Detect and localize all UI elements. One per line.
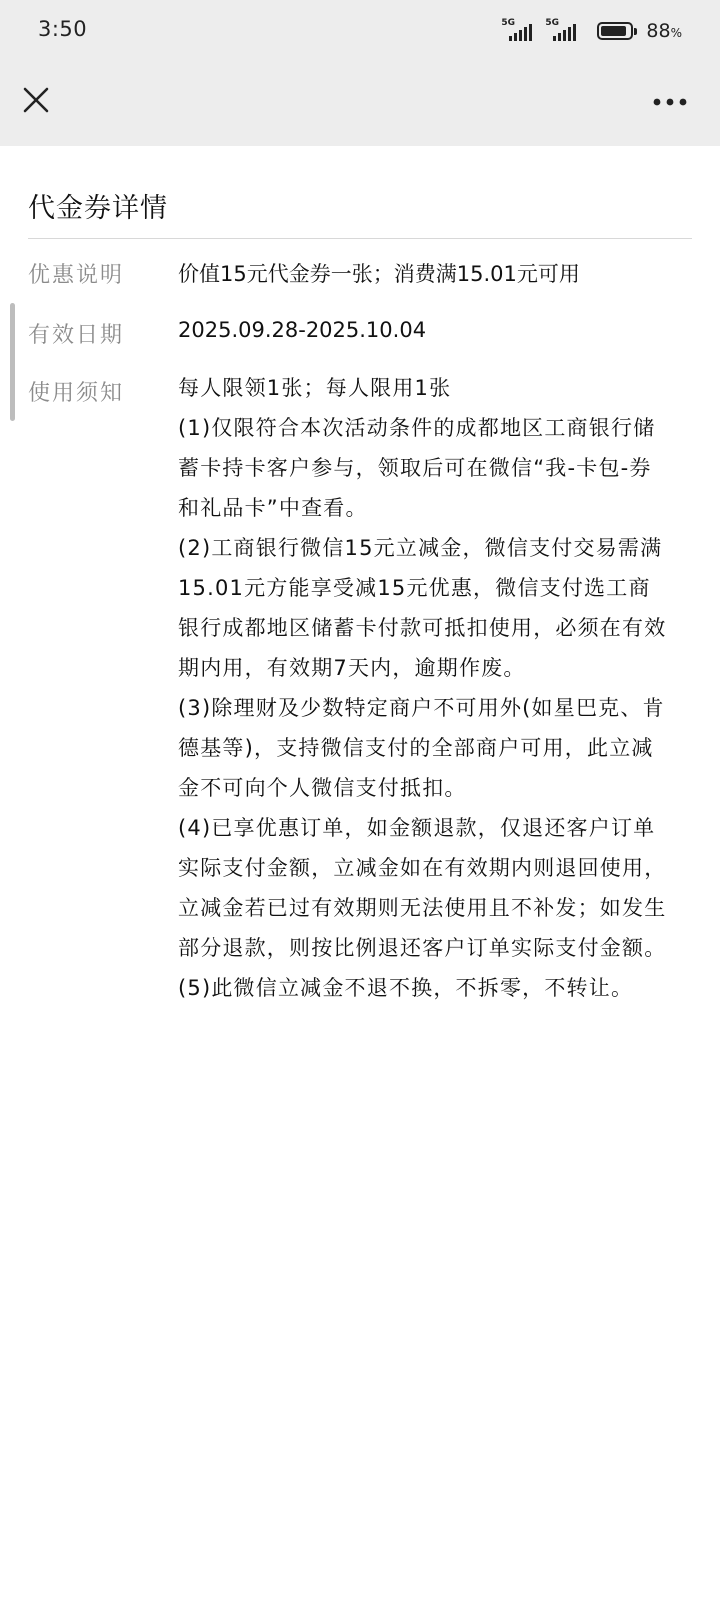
battery-percent [646,20,682,42]
close-button[interactable] [18,82,54,118]
status-icons [501,18,682,44]
battery-level [601,26,626,36]
validity-label: 有效日期 [28,323,125,348]
note-item: (2)工商银行微信15元立减金，微信支付交易需满15.01元方能享受减15元优惠，微信支付选工商银行成都地区储蓄卡付款可抵扣使用，必须在有效期内用，有效期7天内，逾期作废。 [178,536,667,680]
scroll-indicator[interactable] [10,303,15,421]
note-item: (5)此微信立减金不退不换，不拆零，不转让。 [178,976,634,1000]
note-item: (3)除理财及少数特定商户不可用外(如星巴克、肯德基等)，支持微信支付的全部商户可用，此立减金不可向个人微信支付抵扣。 [178,696,665,800]
more-dots-icon [653,98,687,106]
top-area [0,0,720,146]
notes-list [178,368,670,1008]
signal-icon-2 [545,18,583,44]
page-title: 代金券详情 [28,193,168,224]
title-divider [28,238,692,239]
status-bar [0,0,720,62]
status-time: 3:50 [38,17,88,41]
notes-label: 使用须知 [28,381,125,406]
nav-bar [0,62,720,146]
more-button[interactable] [650,84,690,120]
battery-percent-value: 88 [646,20,671,42]
signal-icon-1 [501,18,539,44]
note-item: 每人限领1张；每人限用1张 [178,376,452,400]
battery-icon [597,22,637,40]
signal-label-1: 5G [501,18,516,28]
note-item: (1)仅限符合本次活动条件的成都地区工商银行储蓄卡持卡客户参与，领取后可在微信“我-卡包-券和礼品卡”中查看。 [178,416,656,520]
note-item: (4)已享优惠订单，如金额退款，仅退还客户订单实际支付金额，立减金如在有效期内则退回使用，立减金若已过有效期则无法使用且不补发；如发生部分退款，则按比例退还客户订单实际支付金额。 [178,816,667,960]
validity-value: 2025.09.28-2025.10.04 [178,318,427,342]
offer-label: 优惠说明 [28,263,125,288]
signal-label-2: 5G [545,18,560,28]
close-icon [22,86,50,114]
battery-percent-unit: % [670,26,682,40]
offer-value: 价值15元代金券一张；消费满15.01元可用 [178,262,580,286]
